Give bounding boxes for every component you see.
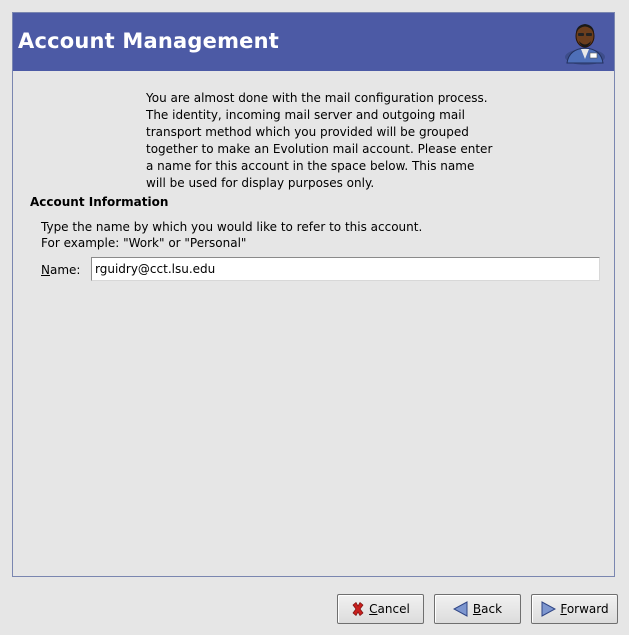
account-name-input[interactable]	[91, 257, 600, 281]
intro-line: will be used for display purposes only.	[146, 176, 375, 190]
section-title: Account Information	[30, 195, 169, 209]
intro-line: The identity, incoming mail server and outgoing mail	[146, 108, 465, 122]
intro-text	[146, 90, 496, 192]
back-button[interactable]	[434, 594, 521, 624]
assistant-page	[12, 12, 615, 577]
back-button-label: Back	[472, 602, 503, 616]
cancel-button-label: Cancel	[369, 602, 410, 616]
forward-button[interactable]	[531, 594, 618, 624]
intro-line: transport method which you provided will be grouped	[146, 125, 469, 139]
forward-arrow-icon	[540, 601, 556, 617]
back-arrow-icon	[453, 601, 469, 617]
name-label-mnemonic: N	[41, 263, 50, 277]
name-label-text: ame:	[49, 263, 81, 277]
user-account-icon	[563, 19, 607, 65]
forward-button-label: Forward	[560, 602, 609, 616]
name-label	[41, 263, 80, 277]
intro-line: together to make an Evolution mail account. Please enter	[146, 142, 493, 156]
section-desc-line: For example: "Work" or "Personal"	[41, 236, 247, 250]
intro-line: You are almost done with the mail configuration process.	[146, 91, 488, 105]
page-header	[13, 13, 614, 71]
intro-line: a name for this account in the space below. This name	[146, 159, 475, 173]
cancel-button[interactable]	[337, 594, 424, 624]
section-description	[41, 219, 422, 251]
page-title: Account Management	[18, 29, 280, 53]
section-desc-line: Type the name by which you would like to refer to this account.	[41, 220, 423, 234]
cancel-x-icon	[351, 602, 365, 616]
